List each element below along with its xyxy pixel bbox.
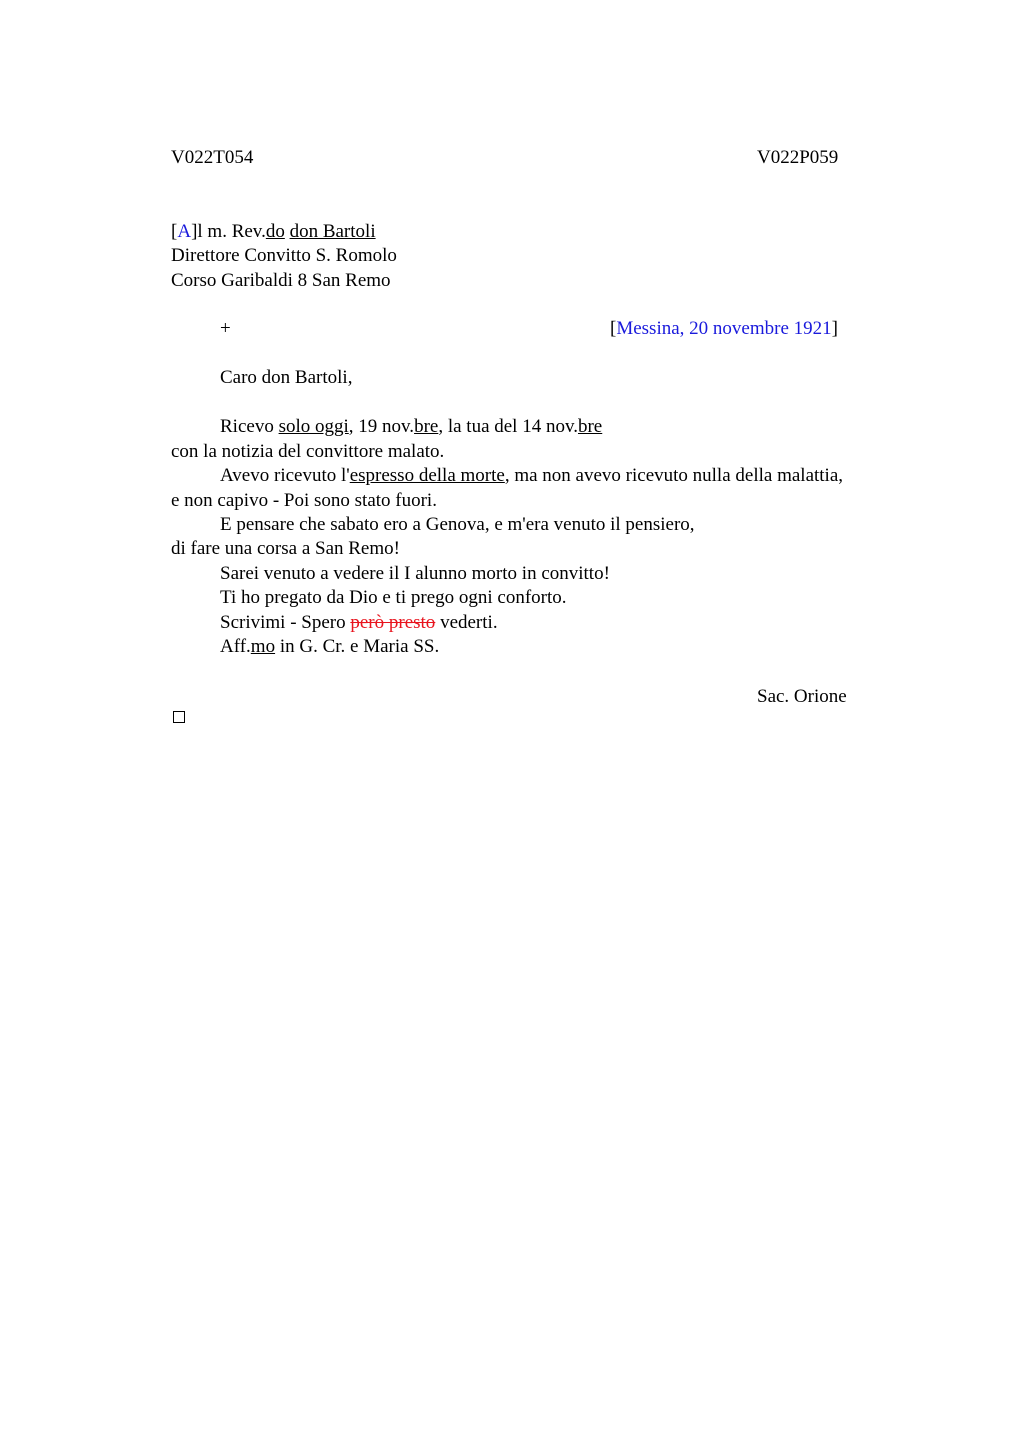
recipient-name: don Bartoli (289, 221, 376, 242)
paragraph-2-line-1 (220, 464, 843, 488)
text-run: , la tua del 14 nov. (438, 416, 578, 437)
underlined-text: solo oggi (278, 416, 349, 437)
bracket-close: ] (831, 318, 838, 339)
text-run: Aff. (220, 636, 251, 657)
paragraph-5: Ti ho pregato da Dio e ti prego ogni conforto. (220, 587, 567, 608)
dateline (610, 317, 838, 341)
text-run: , ma non avevo ricevuto nulla della malattia, (504, 465, 844, 486)
address-line-street: Corso Garibaldi 8 San Remo (171, 270, 391, 291)
address-text: l m. Rev. (197, 221, 266, 242)
text-run: vederti. (435, 612, 498, 633)
paragraph-2-line-2: e non capivo - Poi sono stato fuori. (171, 490, 437, 511)
text-run: Scrivimi - Spero (220, 612, 351, 633)
underlined-text: espresso della morte (349, 465, 505, 486)
bracket-close: ] (191, 221, 198, 242)
signature: Sac. Orione (757, 686, 847, 707)
document-reference-left: V022T054 (171, 147, 254, 168)
underlined-text: bre (577, 416, 603, 437)
cross-symbol: + (220, 318, 231, 339)
editorial-place-date: Messina, 20 novembre 1921 (616, 318, 832, 339)
closing (220, 635, 439, 659)
end-of-document-box (173, 711, 185, 723)
text-run: Avevo ricevuto l' (220, 465, 350, 486)
text-run: , 19 nov. (348, 416, 415, 437)
paragraph-1-line-2: con la notizia del convittore malato. (171, 441, 445, 462)
abbreviation-superscript: do (265, 221, 285, 242)
underlined-text: mo (250, 636, 276, 657)
paragraph-6 (220, 611, 498, 635)
paragraph-1-line-1 (220, 415, 602, 439)
address-line-title: Direttore Convitto S. Romolo (171, 245, 397, 266)
text-run: Ricevo (220, 416, 279, 437)
editorial-restored-letter: A (177, 221, 192, 242)
underlined-text: bre (414, 416, 439, 437)
address-line-recipient (171, 220, 376, 244)
document-reference-right: V022P059 (757, 147, 839, 168)
paragraph-3-line-1: E pensare che sabato ero a Genova, e m'era venuto il pensiero, (220, 514, 695, 535)
bracket-open: [ (610, 318, 617, 339)
salutation: Caro don Bartoli, (220, 367, 353, 388)
text-run: in G. Cr. e Maria SS. (275, 636, 440, 657)
bracket-open: [ (171, 221, 178, 242)
paragraph-4: Sarei venuto a vedere il I alunno morto in convitto! (220, 563, 610, 584)
paragraph-3-line-2: di fare una corsa a San Remo! (171, 538, 400, 559)
deleted-text: però presto (350, 612, 436, 633)
